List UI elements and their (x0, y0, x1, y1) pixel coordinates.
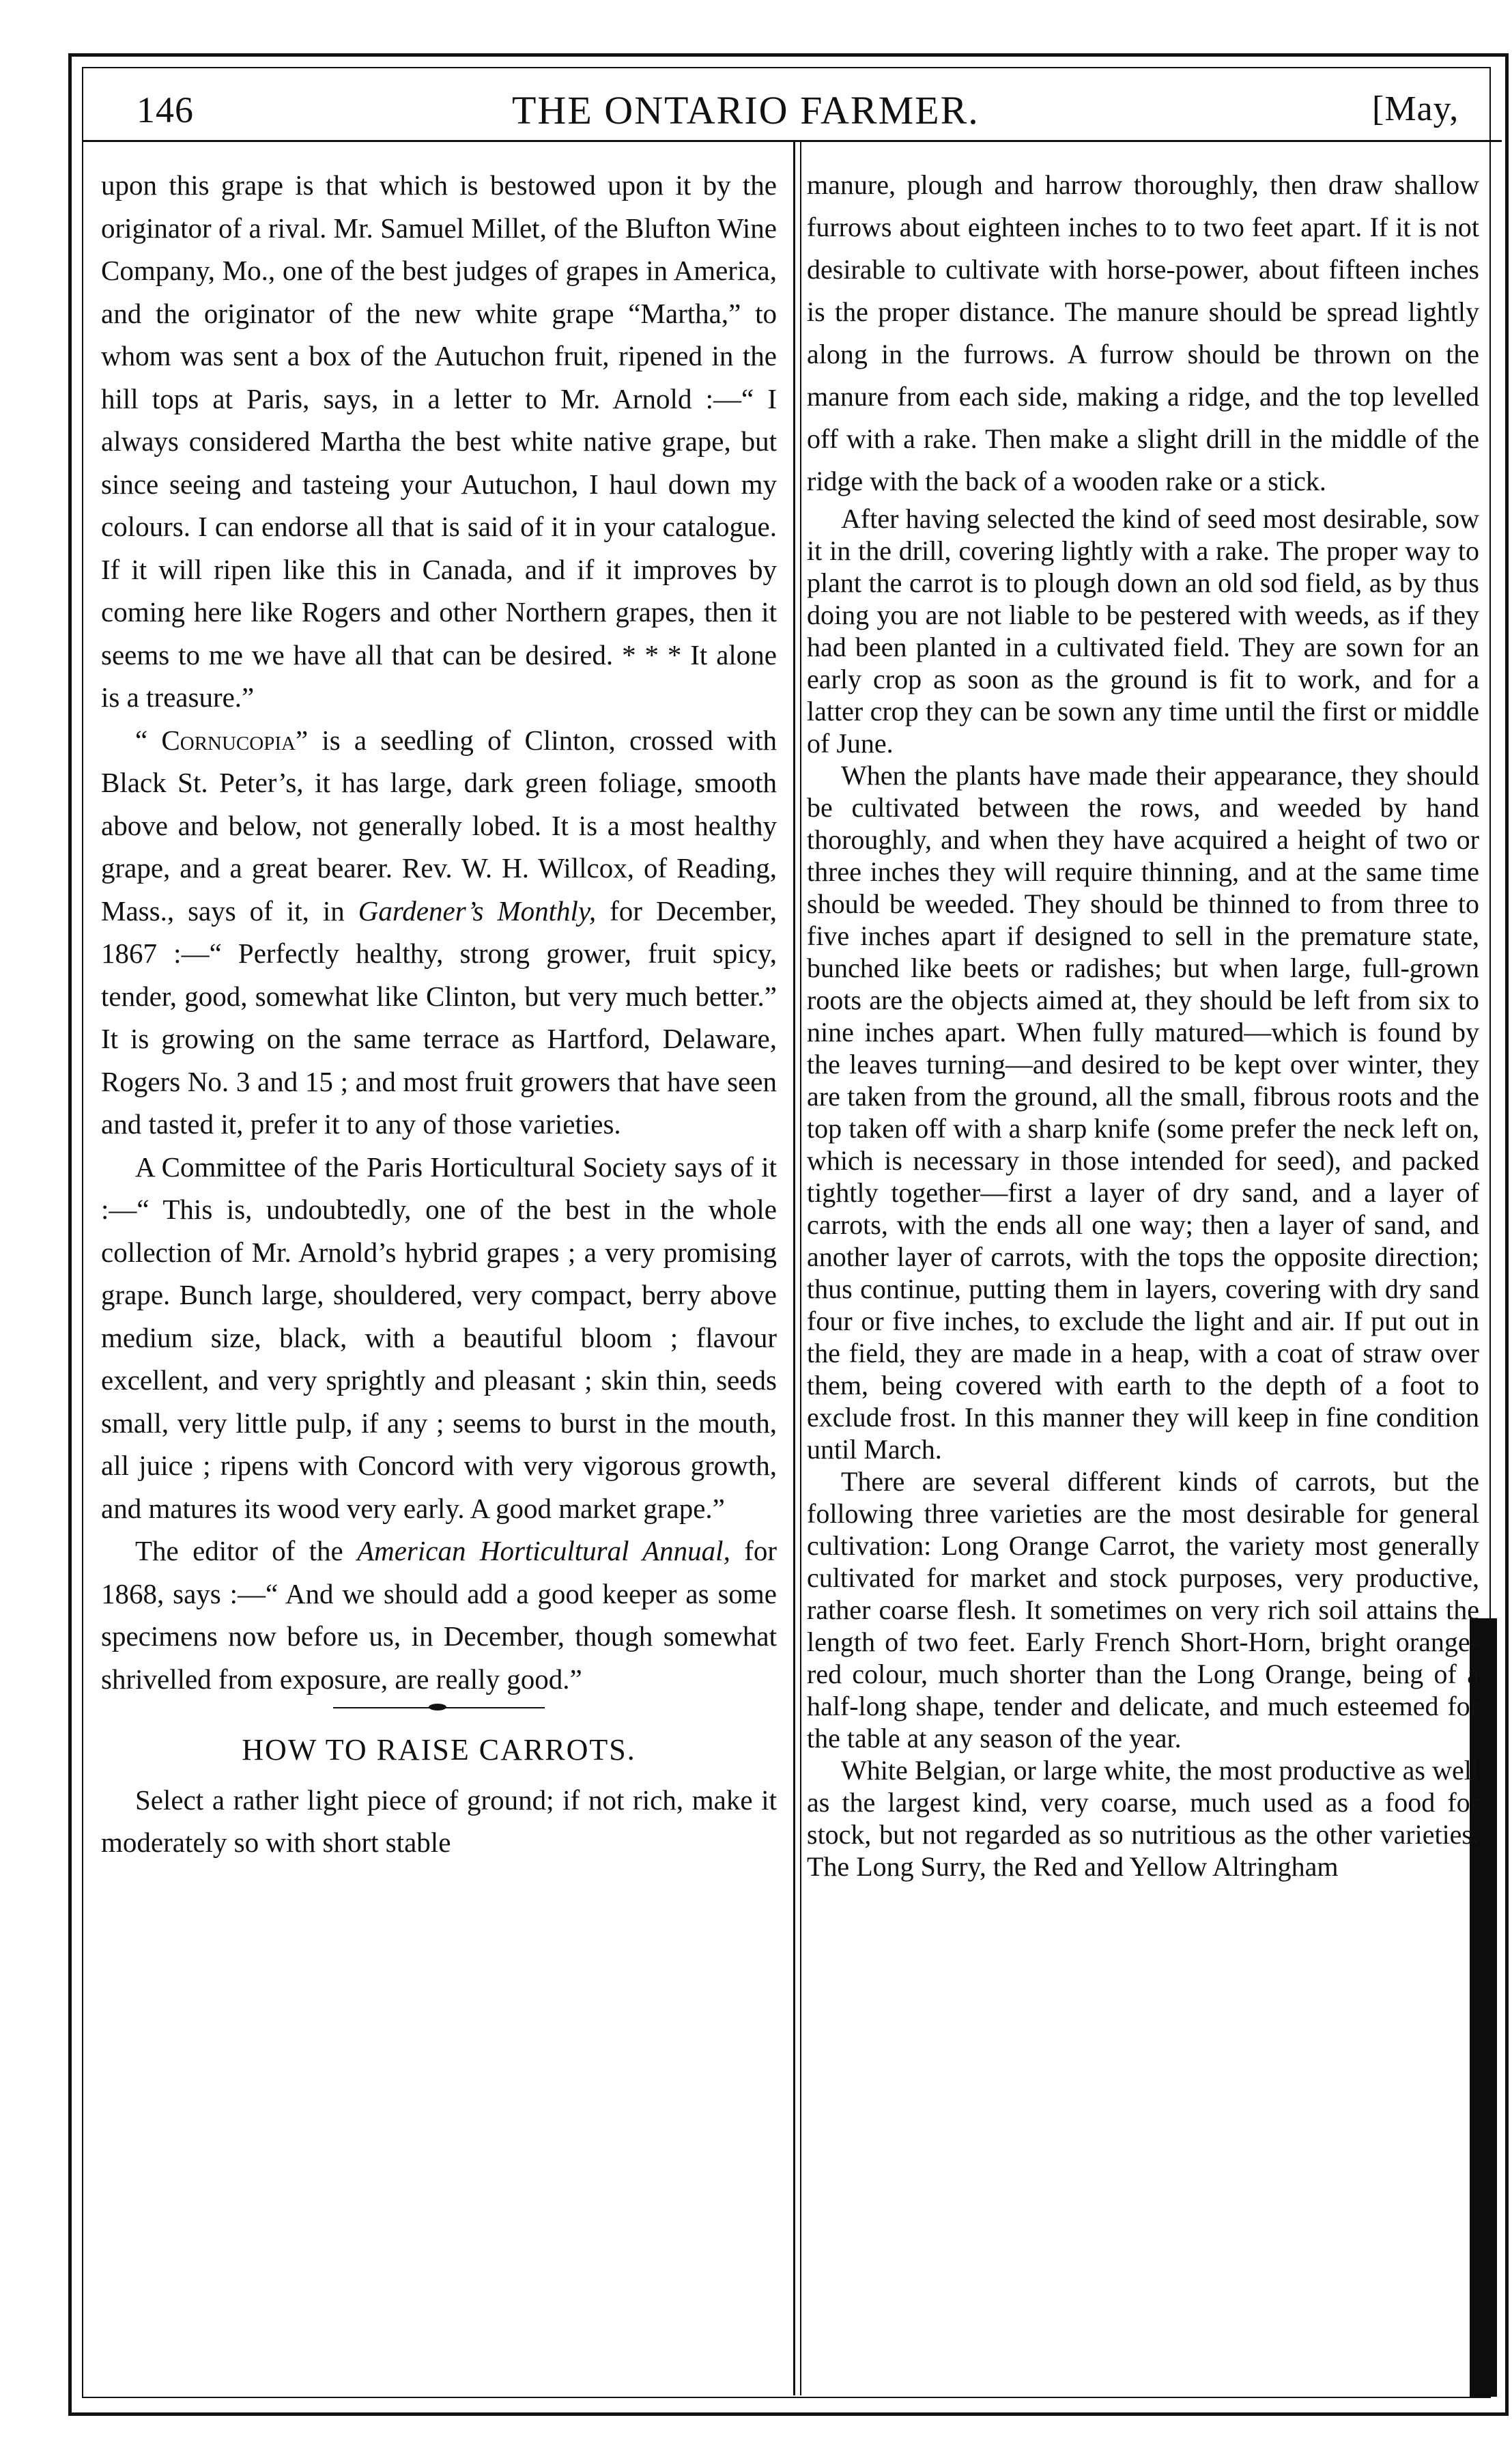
cornucopia-lead: “ Cornucopia (135, 724, 296, 756)
paragraph-committee: A Committee of the Paris Horticultural Society says of it :—“ This is, undoubtedly, one of the best in the whole collection of Mr. Arnold’s hybrid grapes ; a very promising grape. Bunch large, shouldered, very compact, berry above medium size, black, with a beautiful bloom ; flavour excellent, and very sprightly and pleasant ; skin thin, seeds small, very little pulp, if any ; seems to burst in the mouth, all juice ; ripens with Concord with very vigorous growth, and matures its wood very early. A good market grape.” (101, 1151, 777, 1524)
paragraph-white-belgian: White Belgian, or large white, the most productive as well as the largest kind, very coarse, much used as a food for stock, but not regarded as so nutritious as the other varieties. The Long Surry, the Red and Yellow Altringham (807, 1755, 1479, 1882)
paragraph-select-ground: Select a rather light piece of ground; if not rich, make it moderately so with short stable (101, 1784, 777, 1858)
paragraph-sowing: After having selected the kind of seed most desirable, sow it in the drill, covering lightly with a rake. The proper way to plant the carrot is to plough down an old sod field, as by thus doing you are not liable to be pestered with weeds, as if they had been planted in a cultivated field. They are sown for an early crop as soon as the ground is fit to work, and for a latter crop they can be sown any time until the first or middle of June. (807, 503, 1479, 759)
paragraph-varieties: There are several different kinds of carrots, but the following three varieties are the most desirable for general cultivation: Long Orange Carrot, the variety most generally cultivated for market and stock purposes, very productive, rather coarse flesh. It sometimes on very rich soil attains the length of two feet. Early French Short-Horn, bright orange-red colour, much shorter than the Long Orange, being of a half-long shape, tender and delicate, and much esteemed for the table at any season of the year. (807, 1466, 1479, 1754)
right-column (807, 164, 1479, 1883)
paragraph-autuchon: upon this grape is that which is bestowed upon it by the originator of a rival. Mr. Samuel Millet, of the Blufton Wine Company, Mo., one of the best judges of grapes in America, and the originator of the new white grape “Martha,” to whom was sent a box of the Autuchon fruit, ripened in the hill tops at Paris, says, in a letter to Mr. Arnold :—“ I always considered Martha the best white native grape, but since seeing and tasteing your Autuchon, I haul down my colours. I can endorse all that is said of it in your catalogue. If it will ripen like this in Canada, and if it improves by coming here like Rogers and other Northern grapes, then it seems to me we have all that can be desired. * * * It alone is a treasure.” (101, 169, 777, 713)
editor-text-a: The editor of the (135, 1535, 358, 1566)
annual-title: American Horticultural Annual, (357, 1535, 730, 1566)
left-column (101, 164, 777, 1864)
cornucopia-text-b: for December, 1867 :—“ Perfectly healthy, strong grower, fruit spicy, tender, good, somewhat like Clinton, but very much better.” It is growing on the same terrace as Hartford, Delaware, Rogers No. 3 and 15 ; and most fruit growers that have seen and tasted it, prefer it to any of those varieties. (101, 895, 778, 1140)
running-head-title: THE ONTARIO FARMER. (512, 88, 980, 132)
editor-text-b: for 1868, says :—“ And we should add a good keeper as some specimens now before us, in December, though somewhat shrivelled from exposure, are really good.” (101, 1535, 777, 1695)
section-heading: HOW TO RAISE CARROTS. (242, 1733, 636, 1766)
page-number: 146 (137, 89, 194, 130)
paragraph-thinning: When the plants have made their appearance, they should be cultivated between the rows, and weeded by hand thoroughly, and when they have acquired a height of two or three inches they will require thinning, and at the same time should be weeded. They should be thinned to from three to five inches apart if designed to sell in the premature state, bunched like beets or radishes; but when large, full-grown roots are the objects aimed at, they should be left from six to nine inches apart. When fully matured—which is found by the leaves turning—and desired to be kept over winter, they are taken from the ground, all the small, fibrous roots and the top taken off with a sharp knife (some prefer the neck left on, which is necessary in those intended for seed), and packed tightly together—first a layer of dry sand, and a layer of carrots, with the ends all one way; then a layer of sand, and another layer of carrots, with the tops the opposite direction; thus continue, putting them in layers, covering with dry sand four or five inches, to exclude the light and air. If put out in the field, they are made in a heap, with a coat of straw over them, being covered with earth to the depth of a foot to exclude frost. In this manner they will keep in fine condition until March. (807, 760, 1479, 1465)
paragraph-cornucopia (101, 719, 777, 1146)
column-divider-inner (800, 142, 801, 2395)
paragraph-editor (101, 1530, 777, 1700)
section-ornament (101, 1700, 777, 1717)
gardeners-monthly-title: Gardener’s Monthly, (358, 895, 597, 927)
paragraph-manure: manure, plough and harrow thoroughly, then draw shallow furrows about eighteen inches to to two feet apart. If it is not desirable to cultivate with horse-power, about fifteen inches is the proper distance. The manure should be spread lightly along in the furrows. A furrow should be thrown on the manure from each side, making a ridge, and the top levelled off with a rake. Then make a slight drill in the middle of the ridge with the back of a wooden rake or a stick. (807, 169, 1479, 496)
header-rule (82, 140, 1502, 142)
cornucopia-text-a: ” is a seedling of Clinton, crossed with Black St. Peter’s, it has large, dark green foliage, smooth above and below, not generally lobed. It is a most healthy grape, and a great bearer. Rev. W. H. Willcox, of Reading, Mass., says of it, in (101, 724, 777, 927)
column-divider (793, 142, 795, 2395)
running-head-month: [May, (1372, 89, 1459, 128)
